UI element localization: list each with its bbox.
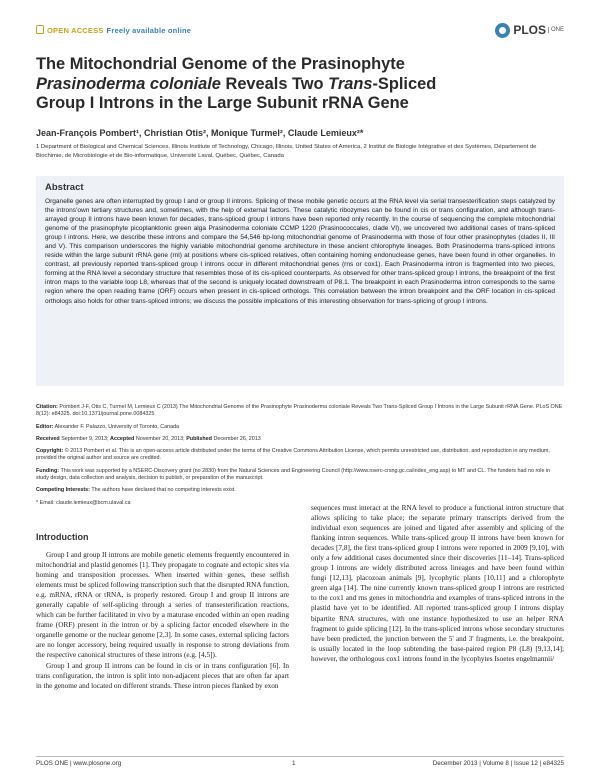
author-list: Jean-François Pombert¹, Christian Otis², Monique Turmel², Claude Lemieux²* xyxy=(36,128,364,138)
introduction-heading: Introduction xyxy=(36,532,89,542)
title-line-1: The Mitochondrial Genome of the Prasinophyte xyxy=(36,55,405,73)
affiliations: 1 Department of Biological and Chemical Sciences, Illinois Institute of Technology, Chicago, Illinois, United States of America, 2 Institut de Biologie Intégrative et des Systèmes, Département de Biochimie, de Microbiologie et de Bio-informatique, Université Laval, Québec, Québec, Canada xyxy=(36,144,537,159)
title-line-2: Reveals Two xyxy=(220,74,329,93)
freely-available-label: Freely available online xyxy=(106,26,192,35)
plos-brand-sub: ONE xyxy=(548,27,564,33)
title-trans: Trans xyxy=(328,74,373,93)
article-metadata xyxy=(36,404,564,512)
journal-header xyxy=(36,22,564,42)
funding: Funding: This work was supported by a NSERC-Discovery grant (no 2830) from the Natural Sciences and Engineering Council (http://www.nserc-crsng.gc.ca/index_eng.asp) to MT and CL. The funders had no role in study design, data collection and analysis, decision to publish, or preparation of the manuscript. xyxy=(36,467,551,482)
page-number: 1 xyxy=(292,760,296,767)
intro-paragraph: Group I and group II introns are mobile genetic elements frequently encountered in mitochondrial and plastid genomes [1]. They propagate to cognate and ectopic sites via homing and transposition processes. When inserted within genes, these selfish elements must be spliced following transcription such that the disrupted RNA function, e.g. mRNA, rRNA or tRNA, is properly restored. Group I and group II introns are generally capable of self-splicing through a series of transesterification reactions, which can be further facilitated in vivo by a maturase encoded within an open reading frame (ORF) present in the intron or by a splicing factor encoded elsewhere in the organelle genome or the nuclear genome [2,3]. In some cases, external splicing factors are no longer accessory, being required usually in response to strong deviations from the respective canonical structures of these introns (e.g. [4,5]). xyxy=(36,551,289,660)
plos-brand: PLOS xyxy=(513,23,546,37)
access-label: ACCESS xyxy=(71,26,104,35)
footer-rule xyxy=(36,756,564,757)
abstract-heading: Abstract xyxy=(45,182,84,193)
body-column-left xyxy=(36,550,289,691)
title-species: Prasinoderma coloniale xyxy=(36,74,221,93)
citation: Citation: Pombert J-F, Otis C, Turmel M, Lemieux C (2013) The Mitochondrial Genome of the Prasinophyte Prasinoderma coloniale Reveals Two Trans-Spliced Group I Introns in the Large Subunit rRNA Gene. PLoS ONE 8(12): e84325. doi:10.1371/journal.pone.0084325 xyxy=(36,404,563,418)
corresponding-email[interactable]: * Email: claude.lemieux@bcm.ulaval.ca xyxy=(36,499,131,506)
issue-info: December 2013 | Volume 8 | Issue 12 | e84325 xyxy=(432,760,564,767)
open-label: OPEN xyxy=(47,26,70,35)
journal-url[interactable]: PLOS ONE | www.plosone.org xyxy=(36,760,122,767)
plos-logo-icon xyxy=(495,23,510,38)
editor: Editor: Alexander F. Palazzo, University of Toronto, Canada xyxy=(36,423,180,430)
dates: Received September 9, 2013; Accepted November 20, 2013; Published December 26, 2013 xyxy=(36,435,261,442)
open-access-badge xyxy=(36,25,191,35)
competing-interests: Competing Interests: The authors have declared that no competing interests exist. xyxy=(36,487,236,494)
article-title xyxy=(36,55,564,114)
intro-paragraph: sequences must interact at the RNA level to produce a functional intron structure that allows splicing to take place; the separate primary transcripts derived from the individual exon sequences are joined and ligated after assembly and splicing of the flanking intron sequences. While trans-spliced group II introns have been known for decades [7,8], the first trans-spliced group I introns were reported in 2009 [9,10], with only a few additional cases documented since their discoveries [11–14]. Trans-spliced group I introns are widely distributed across lineages and have been found within fungi [12,13], placozoan animals [9], lycophytic plants [10,11] and a chlorophyte green alga [14]. The nine currently known trans-spliced group I introns are restricted to the cox1 and rns genes in mitochondria and examples of trans-spliced introns in the plastid have yet to be identified. All reported trans-spliced group I introns display bipartite RNA structures, with one instance hypothesized to use an helper RNA fragment to guide splicing [12]. In the trans-spliced introns whose secondary structures have been predicted, the junction between the 5' and 3' fragments, i.e. the breakpoint, is usually located in the loop subtending the base-paired region P8 (L8) [9,13,14]; however, the orthologous cox1 introns found in the lycophytes Isoetes engelmannii/ xyxy=(311,504,564,663)
title-line-3: Group I Introns in the Large Subunit rRNA Gene xyxy=(36,94,409,112)
copyright: Copyright: © 2013 Pombert et al. This is an open-access article distributed under the terms of the Creative Commons Attribution License, which permits unrestricted use, distribution, and reproduction in any medium, provided the original author and source are credited. xyxy=(36,448,550,462)
title-spliced: -Spliced xyxy=(372,74,437,93)
body-column-right xyxy=(311,503,564,664)
plos-one-logo xyxy=(495,22,564,38)
intro-paragraph: Group I and group II introns can be found in cis or in trans configuration [6]. In trans configuration, the intron is split into non-adjacent pieces that are often far apart in the genome and located on different strands. These intron pieces flanked by exon xyxy=(36,661,289,690)
open-lock-icon xyxy=(36,25,44,34)
abstract-text: Organelle genes are often interrupted by group I and or group II introns. Splicing of these mobile genetic occurs at the RNA level via serial transesterification steps catalyzed by the introns'own tertiary structures and, sometimes, with the help of external factors. These catalytic ribozymes can be found in cis or trans configuration, and although trans-arrayed group II introns have been known for decades, trans-spliced group I introns have been reported only recently. In the course of sequencing the complete mitochondrial genome of the prasinophyte picoplanktonic green alga Prasinoderma coloniale CCMP 1220 (Prasinococcales, clade VI), we uncovered two additional cases of trans-spliced group I introns. Here, we describe these introns and compare the 54,546 bp-long mitochondrial genome of Prasinoderma with those of four other prasinophytes (clades II, III and V). This comparison underscores the highly variable mitochondrial genome architecture in these ancient chlorophyte lineages. Both Prasinoderma trans-spliced introns reside within the large subunit rRNA gene (rnl) at positions where cis-spliced relatives, often containing homing endonuclease genes, have been found in other organelles. In contrast, all previously reported trans-spliced group I introns occur in different mitochondrial genes (rns or cox1). Each Prasinoderma intron is fragmented into two pieces, forming at the RNA level a secondary structure that resembles those of its cis-spliced counterparts. As observed for other trans-spliced group I introns, the breakpoint of the first intron maps to the variable loop L8, whereas that of the second is uniquely located downstream of P8.1. The breakpoint in each Prasinoderma intron corresponds to the same region where the open reading frame (ORF) occurs when present in cis-spliced orthologs. This correlation between the intron breakpoint and the ORF location in cis-spliced orthologs also holds for other trans-spliced introns; we discuss the possible implications of this interesting observation for trans-splicing of group I introns. xyxy=(45,198,555,305)
